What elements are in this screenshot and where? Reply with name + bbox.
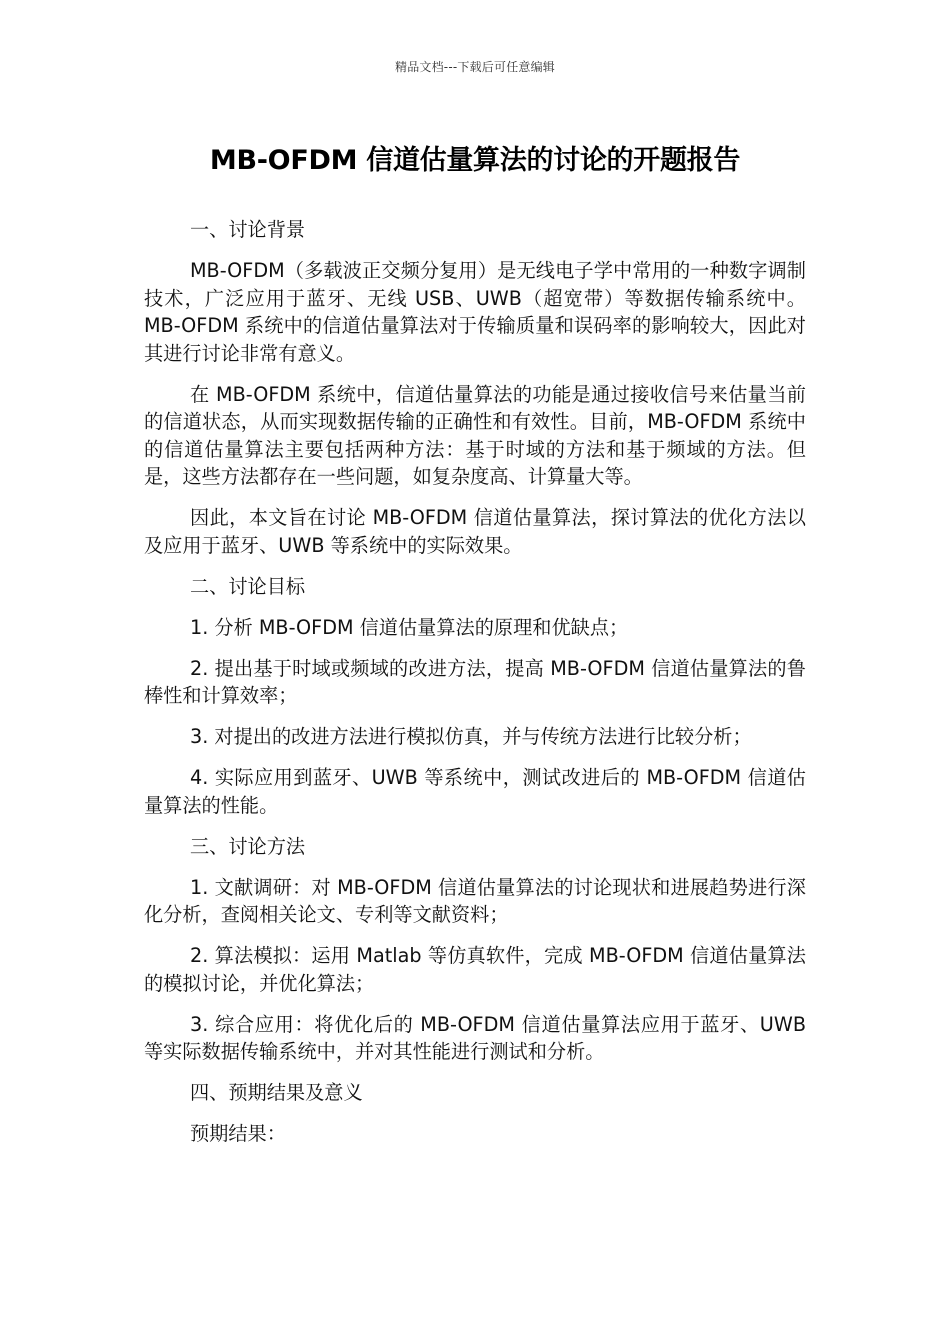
section-heading-methods: 三、讨论方法 [190,834,306,858]
goal-item-2: 2. 提出基于时域或频域的改进方法，提高 MB-OFDM 信道估量算法的鲁棒性和计算效率； [144,656,806,707]
section-heading-background: 一、讨论背景 [190,218,306,241]
paragraph-methods-overview: 在 MB-OFDM 系统中，信道估量算法的功能是通过接收信号来估量当前的信道状态，从而实现数据传输的正确性和有效性。目前，MB-OFDM 系统中的信道估量算法主要包括两种方法：基于时域的方法和基于频域的方法。但是，这些方法都存在一些问题，如复杂度高、计算量大等。 [144,382,806,488]
method-item-1: 1. 文献调研：对 MB-OFDM 信道估量算法的讨论现状和进展趋势进行深化分析，查阅相关论文、专利等文献资料； [144,875,806,926]
goal-item-3: 3. 对提出的改进方法进行模拟仿真，并与传统方法进行比较分析； [190,725,752,748]
method-item-3: 3. 综合应用：将优化后的 MB-OFDM 信道估量算法应用于蓝牙、UWB 等实际数据传输系统中，并对其性能进行测试和分析。 [144,1012,806,1063]
section-heading-expected-results: 四、预期结果及意义 [190,1081,363,1104]
header-note: 精品文档---下载后可任意编辑 [395,60,555,74]
goal-item-4: 4. 实际应用到蓝牙、UWB 等系统中，测试改进后的 MB-OFDM 信道估量算法的性能。 [144,766,806,817]
paragraph-intro: MB-OFDM（多载波正交频分复用）是无线电子学中常用的一种数字调制技术，广泛应用于蓝牙、无线 USB、UWB（超宽带）等数据传输系统中。MB-OFDM 系统中的信道估量算法对于传输质量和误码率的影响较大，因此对其进行讨论非常有意义。 [144,259,806,365]
goal-item-1: 1. 分析 MB-OFDM 信道估量算法的原理和优缺点； [190,615,629,639]
section-heading-goals: 二、讨论目标 [190,574,306,598]
method-item-2: 2. 算法模拟：运用 Matlab 等仿真软件，完成 MB-OFDM 信道估量算法的模拟讨论，并优化算法； [144,944,806,995]
expected-results-label: 预期结果： [190,1122,286,1145]
paragraph-purpose: 因此，本文旨在讨论 MB-OFDM 信道估量算法，探讨算法的优化方法以及应用于蓝牙、UWB 等系统中的实际效果。 [144,506,806,557]
document-title: MB-OFDM 信道估量算法的讨论的开题报告 [209,145,741,176]
document-body [144,216,806,1161]
